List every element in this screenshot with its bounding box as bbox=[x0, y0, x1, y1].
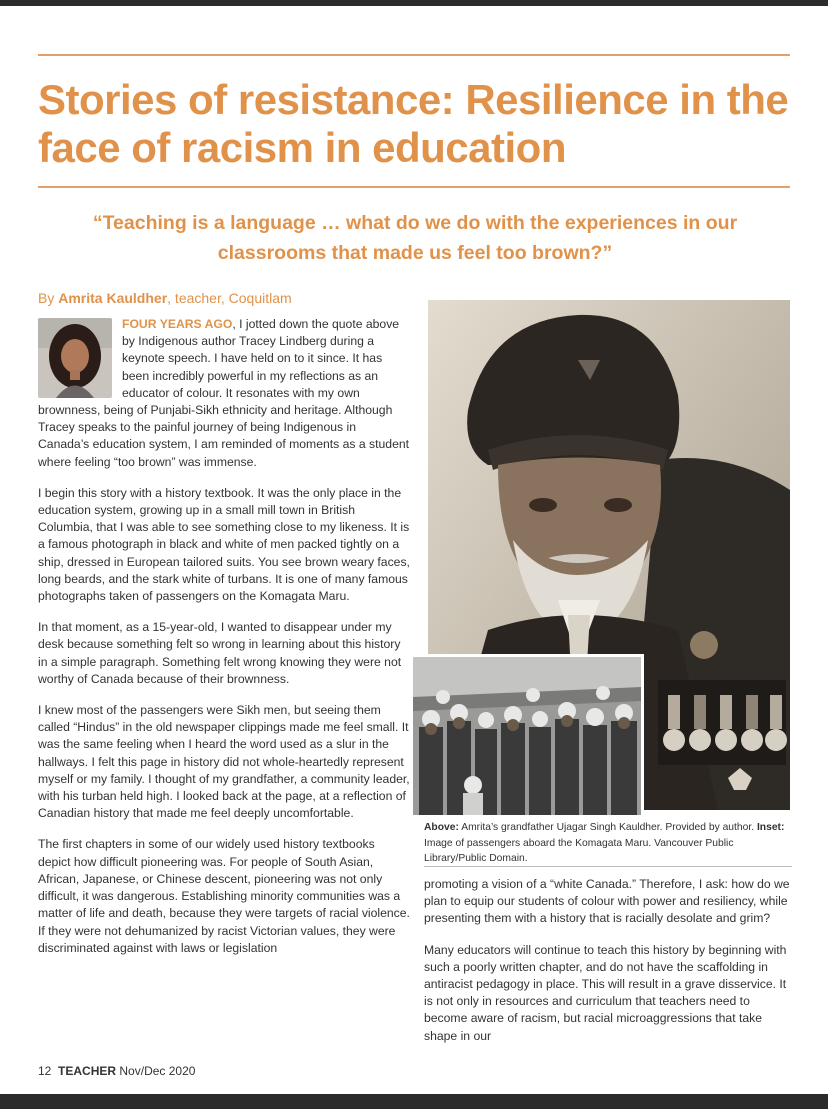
magazine-page bbox=[0, 6, 828, 1094]
issue-date: Nov/Dec 2020 bbox=[119, 1064, 196, 1078]
top-rule bbox=[38, 54, 790, 56]
paragraph-1 bbox=[38, 316, 410, 471]
right-column bbox=[424, 876, 792, 1059]
caption-above-text: Amrita’s grandfather Ujagar Singh Kauldher. Provided by author. bbox=[458, 822, 757, 833]
paragraph-3: In that moment, as a 15-year-old, I wanted to disappear under my desk because something felt so wrong in learning about this history in a simple paragraph. Something felt wrong knowing they were not worthy of Canada because of their brownness. bbox=[38, 620, 402, 686]
right-paragraph-1: promoting a vision of a “white Canada.” Therefore, I ask: how do we plan to equip our students of colour with power and resiliency, while presenting them with a history that is racially desolate and grim? bbox=[424, 877, 790, 926]
komagata-maru-inset-photo bbox=[410, 654, 644, 818]
author-photo bbox=[38, 318, 112, 398]
article-title: Stories of resistance: Resilience in the face of racism in education bbox=[38, 76, 789, 171]
byline bbox=[38, 290, 292, 306]
magazine-name: TEACHER bbox=[58, 1064, 117, 1078]
byline-prefix: By bbox=[38, 290, 59, 306]
photo-caption bbox=[424, 820, 792, 867]
caption-inset-text: Image of passengers aboard the Komagata Maru. Vancouver Public Library/Public Domain. bbox=[424, 837, 734, 864]
caption-inset-label: Inset: bbox=[756, 822, 785, 833]
right-paragraph-2: Many educators will continue to teach this history by beginning with such a poorly written chapter, and do not have the scaffolding in antiracist pedagogy in place. This will result in a grave disservice. It is not only in resources and curriculum that teachers need to become aware of racism, but racial microaggressions that take shape in our bbox=[424, 942, 787, 1043]
caption-rule bbox=[424, 866, 792, 867]
author-role: , teacher, Coquitlam bbox=[167, 290, 292, 306]
paragraph-1-text: , I jotted down the quote above by Indigenous author Tracey Lindberg during a keynote speech. I have held on to it since. It has been incredibly powerful in my reflections as an educator of colour. It resonates with my own brownness, being of Punjabi-Sikh ethnicity and heritage. Although Tracey speaks to the painful journey of being Indigenous in Canada’s education system, I am reminded of moments as a student where feeling “too brown” was immense. bbox=[38, 317, 410, 469]
left-column bbox=[38, 316, 410, 971]
paragraph-4: I knew most of the passengers were Sikh men, but seeing them called “Hindus” in the old newspaper clippings made me feel small. It was the same feeling when I heard the word used as a slur in the hallways. I felt this page in history did not whole-heartedly represent myself or my family. I thought of my grandfather, a community leader, with his turban held high. I looked back at the page, at a reflection of Canadian history that made me feel deeply uncomfortable. bbox=[38, 703, 410, 821]
paragraph-2: I begin this story with a history textbook. It was the only place in the education system, growing up in a small mill town in British Columbia, that I was able to see something close to my likeness. It is a famous photograph in black and white of men packed tightly on a ship, dressed in European tailored suits. You see brown weary faces, long beards, and the stark white of turbans. It is one of many famous photographs taken of passengers on the Komagata Maru. bbox=[38, 485, 410, 604]
paragraph-5: The first chapters in some of our widely used history textbooks depict how difficult pioneering was. For people of South Asian, African, Japanese, or Chinese descent, pioneering was not only difficult, it was dangerous. Establishing minority communities was a matter of life and death, because they were targets of racial violence. If they were not dehumanized by racist Victorian values, they were discriminated against with laws or legislation bbox=[38, 837, 410, 955]
page-number: 12 bbox=[38, 1064, 52, 1078]
paragraph-lead: FOUR YEARS AGO bbox=[122, 317, 233, 331]
author-name: Amrita Kauldher bbox=[58, 290, 168, 306]
pull-quote: “Teaching is a language … what do we do with the experiences in our classrooms that made us feel too brown?” bbox=[92, 212, 738, 264]
caption-above-label: Above: bbox=[424, 822, 459, 833]
title-rule bbox=[38, 186, 790, 188]
page-footer bbox=[38, 1064, 195, 1078]
